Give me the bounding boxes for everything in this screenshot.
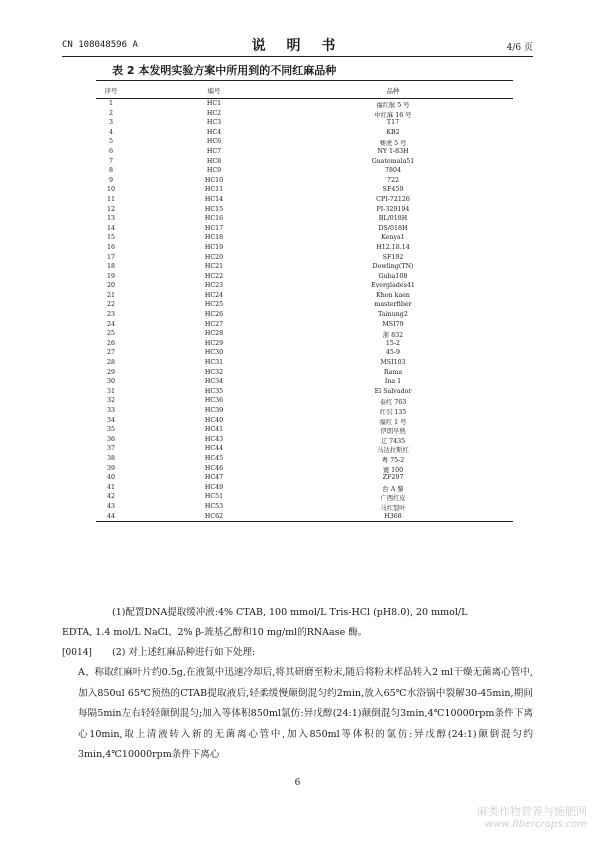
row-index: 14 bbox=[106, 224, 115, 232]
row-code: HC46 bbox=[204, 464, 224, 472]
row-code: HC45 bbox=[204, 454, 224, 462]
row-index: 4 bbox=[108, 128, 113, 136]
column-header-variety: 品种 bbox=[386, 87, 400, 95]
row-index: 42 bbox=[106, 493, 115, 501]
row-index: 6 bbox=[108, 147, 113, 155]
table-row bbox=[96, 339, 513, 349]
row-variety: 722 bbox=[386, 176, 400, 184]
row-code: HC53 bbox=[204, 502, 224, 510]
table-row bbox=[96, 444, 513, 454]
row-code: HC24 bbox=[204, 291, 224, 299]
row-variety: MSI103 bbox=[380, 359, 406, 367]
row-code: HC8 bbox=[206, 157, 222, 165]
row-code: HC23 bbox=[204, 282, 224, 290]
row-index: 3 bbox=[108, 119, 113, 127]
row-variety: BL/018H bbox=[378, 215, 408, 223]
row-code: HC49 bbox=[204, 483, 224, 491]
row-variety: SF459 bbox=[382, 186, 404, 194]
table-row bbox=[96, 358, 513, 368]
row-variety: El Salvador bbox=[374, 387, 412, 395]
row-index: 23 bbox=[106, 311, 115, 319]
row-code: HC17 bbox=[204, 224, 224, 232]
row-index: 28 bbox=[106, 359, 115, 367]
row-variety: Guba108 bbox=[378, 272, 408, 280]
table-row bbox=[96, 454, 513, 464]
row-variety: 台 A 黎 bbox=[382, 485, 404, 493]
row-index: 44 bbox=[106, 512, 115, 520]
row-code: HC20 bbox=[204, 253, 224, 261]
paragraph-number: [0014] bbox=[62, 648, 92, 658]
watermark bbox=[477, 803, 587, 830]
row-code: HC22 bbox=[204, 272, 224, 280]
row-variety: Dowling(TN) bbox=[372, 263, 414, 271]
row-index: 16 bbox=[106, 243, 115, 251]
row-code: HC25 bbox=[204, 301, 224, 309]
row-index: 33 bbox=[106, 407, 115, 414]
row-variety: 粤 75-2 bbox=[381, 456, 405, 464]
row-variety: DS/018H bbox=[378, 224, 408, 232]
row-code: HC32 bbox=[204, 368, 224, 376]
row-variety: Ina 1 bbox=[384, 378, 402, 386]
row-code: HC11 bbox=[204, 186, 224, 194]
table-row bbox=[96, 377, 513, 387]
row-variety: Tainung2 bbox=[378, 311, 408, 319]
row-variety: 马红裂叶 bbox=[380, 504, 406, 512]
table-row bbox=[96, 483, 513, 493]
table-row bbox=[96, 310, 513, 320]
row-code: HC15 bbox=[204, 205, 224, 213]
row-index: 19 bbox=[106, 272, 115, 280]
row-code: HC14 bbox=[204, 195, 224, 203]
row-code: HC39 bbox=[204, 407, 224, 414]
table-row bbox=[96, 147, 513, 157]
row-code: HC2 bbox=[206, 109, 222, 117]
row-code: HC18 bbox=[204, 234, 224, 242]
row-code: HC7 bbox=[206, 147, 222, 155]
row-code: HC10 bbox=[204, 176, 224, 184]
table-row bbox=[96, 205, 513, 215]
table-row bbox=[96, 320, 513, 330]
table-row bbox=[96, 502, 513, 512]
row-variety: PI-329194 bbox=[376, 205, 410, 213]
row-code: HC36 bbox=[204, 397, 224, 405]
row-variety: 福红 1 号 bbox=[379, 418, 407, 426]
row-index: 31 bbox=[106, 387, 115, 395]
row-index: 10 bbox=[106, 186, 115, 194]
row-index: 30 bbox=[106, 378, 115, 386]
page-indicator: 4/6 页 bbox=[506, 43, 533, 53]
row-index: 34 bbox=[106, 416, 115, 424]
watermark-title: 麻类作物营养与施肥网 bbox=[477, 805, 587, 818]
row-variety: 寰 100 bbox=[382, 466, 404, 474]
table-row bbox=[96, 291, 513, 301]
variety-table bbox=[96, 80, 513, 522]
table-row bbox=[96, 214, 513, 224]
row-code: HC9 bbox=[206, 167, 222, 175]
row-code: HC43 bbox=[204, 435, 224, 443]
row-variety: Guatemala51 bbox=[371, 157, 415, 165]
row-code: HC31 bbox=[204, 359, 224, 367]
row-variety: Kenya1 bbox=[381, 234, 405, 242]
row-code: HC34 bbox=[204, 378, 224, 386]
table-row bbox=[96, 185, 513, 195]
row-variety: 浙 832 bbox=[382, 332, 404, 340]
column-header-code: 编号 bbox=[207, 87, 221, 95]
row-variety: 伊朗早熟 bbox=[380, 428, 406, 436]
row-variety: 泰红 763 bbox=[379, 399, 407, 407]
row-index: 5 bbox=[108, 138, 113, 146]
row-index: 11 bbox=[106, 195, 115, 203]
row-index: 36 bbox=[106, 435, 115, 443]
row-code: HC1 bbox=[206, 100, 222, 107]
table-row bbox=[96, 109, 513, 119]
row-index: 20 bbox=[106, 282, 115, 290]
row-variety: 7804 bbox=[384, 167, 402, 175]
table-row bbox=[96, 157, 513, 167]
row-index: 24 bbox=[106, 320, 115, 328]
row-index: 35 bbox=[106, 426, 115, 434]
table-row bbox=[96, 128, 513, 138]
paragraph-step-a: A、称取红麻叶片约0.5g,在液氮中迅速冷却后,将其研磨至粉末,随后将粉末样品转入2 ml干燥无菌离心管中,加入850ul 65℃预热的CTAB提取液后,轻柔缓慢颠倒混匀约2min,放入65℃水浴锅中裂解30-45min,期间每隔5min左右轻轻颠倒混匀;加入等体积850ml氯仿:异戊醇(24:1)颠倒混匀3min,4℃10000rpm条件下离心10min,取上清液转入新的无菌离心管中,加入850ml等体积的氯仿:异戊醇(24:1)颠倒混匀约3min,4℃10000rpm条件下离心 bbox=[78, 667, 533, 760]
table-row bbox=[96, 387, 513, 397]
row-index: 22 bbox=[106, 301, 115, 309]
row-index: 18 bbox=[106, 263, 115, 271]
row-variety: H368 bbox=[384, 512, 402, 520]
row-code: HC21 bbox=[204, 263, 224, 271]
row-code: HC4 bbox=[206, 128, 222, 136]
row-variety: 赛虎 5 号 bbox=[379, 140, 407, 148]
row-index: 17 bbox=[106, 253, 115, 261]
table-row bbox=[96, 195, 513, 205]
patent-number: CN 108048596 A bbox=[62, 40, 138, 50]
row-index: 37 bbox=[106, 445, 115, 453]
table-row bbox=[96, 262, 513, 272]
row-variety: SF192 bbox=[382, 253, 404, 261]
row-index: 1 bbox=[108, 100, 113, 107]
row-variety: 15-2 bbox=[385, 339, 401, 347]
row-code: HC3 bbox=[206, 119, 222, 127]
row-code: HC62 bbox=[204, 512, 224, 520]
row-index: 13 bbox=[106, 215, 115, 223]
table-row bbox=[96, 233, 513, 243]
row-variety: H12.18.14 bbox=[376, 243, 410, 251]
row-index: 2 bbox=[108, 109, 113, 117]
row-index: 21 bbox=[106, 291, 115, 299]
row-code: HC28 bbox=[204, 330, 224, 338]
row-variety: KB2 bbox=[386, 128, 400, 136]
row-index: 32 bbox=[106, 397, 115, 405]
row-variety: 45-9 bbox=[385, 349, 401, 357]
table-row bbox=[96, 243, 513, 253]
row-index: 41 bbox=[106, 483, 115, 491]
row-variety: Khon kaen bbox=[376, 291, 410, 299]
table-row bbox=[96, 281, 513, 291]
table-row bbox=[96, 492, 513, 502]
row-index: 15 bbox=[106, 234, 115, 242]
row-index: 25 bbox=[106, 330, 115, 338]
row-variety: masterfiber bbox=[374, 301, 412, 309]
watermark-url: www.fibercrops.com bbox=[485, 819, 587, 830]
table-caption: 表 2 本发明实验方案中所用到的不同红麻品种 bbox=[112, 64, 337, 77]
row-index: 29 bbox=[106, 368, 115, 376]
table-row bbox=[96, 473, 513, 483]
table-row bbox=[96, 368, 513, 378]
row-index: 8 bbox=[108, 167, 113, 175]
table-row bbox=[96, 464, 513, 474]
page-number: 6 bbox=[294, 778, 301, 788]
row-index: 43 bbox=[106, 502, 115, 510]
row-index: 7 bbox=[108, 157, 113, 165]
row-variety: 马达拉斯红 bbox=[377, 447, 409, 455]
table-row bbox=[96, 118, 513, 128]
row-index: 26 bbox=[106, 339, 115, 347]
table-row bbox=[96, 348, 513, 358]
row-index: 38 bbox=[106, 454, 115, 462]
table-row bbox=[96, 416, 513, 426]
row-variety: Everglades41 bbox=[371, 282, 415, 290]
table-row bbox=[96, 300, 513, 310]
row-variety: 辽 7435 bbox=[380, 437, 406, 445]
row-code: HC40 bbox=[204, 416, 224, 424]
table-row bbox=[96, 272, 513, 282]
row-variety: 福红航 5 号 bbox=[376, 102, 410, 109]
page-header bbox=[62, 34, 533, 57]
table-row bbox=[96, 224, 513, 234]
row-index: 39 bbox=[106, 464, 115, 472]
row-variety: MSI79 bbox=[382, 320, 404, 328]
row-variety: T17 bbox=[386, 119, 400, 127]
table-body bbox=[96, 99, 513, 521]
row-code: HC30 bbox=[204, 349, 224, 357]
row-code: HC27 bbox=[204, 320, 224, 328]
row-variety: NY 1-83H bbox=[377, 147, 409, 155]
table-row bbox=[96, 435, 513, 445]
row-index: 40 bbox=[106, 474, 115, 482]
row-code: HC41 bbox=[204, 426, 224, 434]
row-variety: ZF297 bbox=[382, 474, 404, 482]
table-row bbox=[96, 396, 513, 406]
row-index: 27 bbox=[106, 349, 115, 357]
row-index: 12 bbox=[106, 205, 115, 213]
document-title: 说 明 书 bbox=[251, 38, 344, 54]
row-variety: CPI-72126 bbox=[376, 195, 410, 203]
paragraph-buffer-config-cont: EDTA, 1.4 mol/L NaCl、2% β-巯基乙醇和10 mg/ml的RNAase 酶。 bbox=[62, 627, 368, 638]
column-header-index: 序号 bbox=[104, 87, 118, 95]
paragraph-processing: (2) 对上述红麻品种进行如下处理: bbox=[112, 647, 256, 658]
row-code: HC44 bbox=[204, 445, 224, 453]
table-row bbox=[96, 512, 513, 522]
row-code: HC29 bbox=[204, 339, 224, 347]
table-header-row bbox=[96, 81, 513, 99]
row-variety: 中红麻 16 号 bbox=[374, 111, 412, 119]
row-variety: Rama bbox=[383, 368, 403, 376]
table-row bbox=[96, 425, 513, 435]
row-variety: 广西红皮 bbox=[380, 495, 406, 503]
table-row bbox=[96, 329, 513, 339]
table-row bbox=[96, 176, 513, 186]
row-code: HC6 bbox=[206, 138, 222, 146]
paragraph-buffer-config: (1)配置DNA提取缓冲液:4% CTAB, 100 mmol/L Tris-HCl (pH8.0), 20 mmol/L bbox=[112, 607, 468, 618]
table-row bbox=[96, 253, 513, 263]
row-index: 9 bbox=[108, 176, 113, 184]
row-variety: 红引 135 bbox=[379, 409, 407, 416]
row-code: HC16 bbox=[204, 215, 224, 223]
table-row bbox=[96, 137, 513, 147]
row-code: HC35 bbox=[204, 387, 224, 395]
table-row bbox=[96, 99, 513, 109]
row-code: HC47 bbox=[204, 474, 224, 482]
table-row bbox=[96, 166, 513, 176]
row-code: HC26 bbox=[204, 311, 224, 319]
table-row bbox=[96, 406, 513, 416]
row-code: HC51 bbox=[204, 493, 224, 501]
row-code: HC19 bbox=[204, 243, 224, 251]
